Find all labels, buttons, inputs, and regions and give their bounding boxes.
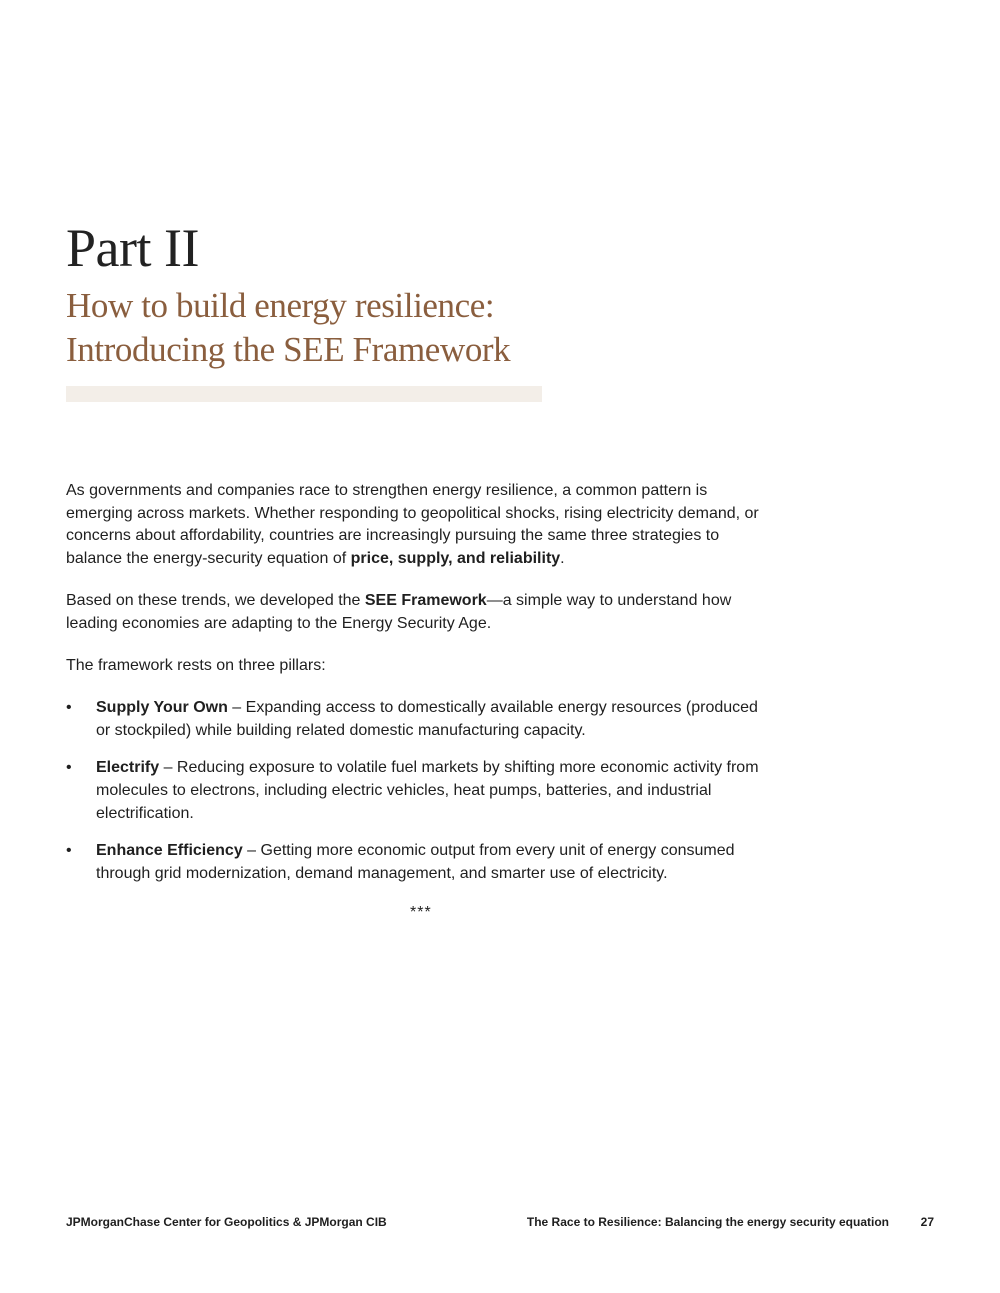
bullet-marker: • [66, 698, 72, 716]
intro-text: As governments and companies race to strengthen energy resilience, a common pattern is emerging across markets. Whether responding to geopolitical shocks, rising electricity demand, or concerns about affordability, countries are increasingly pursuing the same three strategies to balance the energy-security equation of [66, 482, 759, 567]
accent-bar [66, 386, 542, 402]
pillar-description: – Reducing exposure to volatile fuel markets by shifting more economic activity from molecules to electrons, including electric vehicles, heat pumps, batteries, and industrial electrification. [96, 758, 759, 822]
framework-text-end: —a simple way to understand how leading economies are adapting to the Energy Security Age. [66, 592, 732, 632]
framework-name: SEE Framework [364, 592, 487, 609]
page-subtitle [66, 284, 510, 372]
pillar-item [66, 839, 766, 885]
pillar-item [66, 696, 766, 742]
subtitle-line-2: Introducing the SEE Framework [66, 330, 511, 369]
pillar-term: Electrify [96, 758, 160, 776]
subtitle-line-1: How to build energy resilience: [66, 286, 495, 325]
page-number: 27 [920, 1215, 934, 1229]
pillars-intro: The framework rests on three pillars: [66, 657, 326, 674]
bullet-marker: • [66, 758, 72, 776]
section-separator: *** [410, 904, 432, 921]
pillar-item [66, 756, 766, 825]
framework-text-start: Based on these trends, we developed the [66, 592, 365, 609]
pillar-description: – Getting more economic output from every unit of energy consumed through grid modernization, demand management, and smarter use of electricity. [96, 841, 735, 882]
pillars-list [66, 696, 766, 885]
pillar-term: Enhance Efficiency [96, 841, 243, 859]
footer-report-title: The Race to Resilience: Balancing the energy security equation [526, 1215, 889, 1229]
bullet-marker: • [66, 841, 72, 859]
pillar-term: Supply Your Own [96, 698, 228, 716]
footer-publisher: JPMorganChase Center for Geopolitics & JPMorgan CIB [66, 1215, 387, 1229]
framework-paragraph [66, 590, 766, 635]
body-text [66, 480, 766, 899]
page-title: Part II [66, 218, 199, 278]
intro-emphasis: price, supply, and reliability [350, 549, 561, 567]
intro-paragraph [66, 480, 766, 570]
intro-end: . [560, 549, 565, 567]
pillar-description: – Expanding access to domestically available energy resources (produced or stockpiled) while building related domestic manufacturing capacity. [96, 698, 758, 739]
